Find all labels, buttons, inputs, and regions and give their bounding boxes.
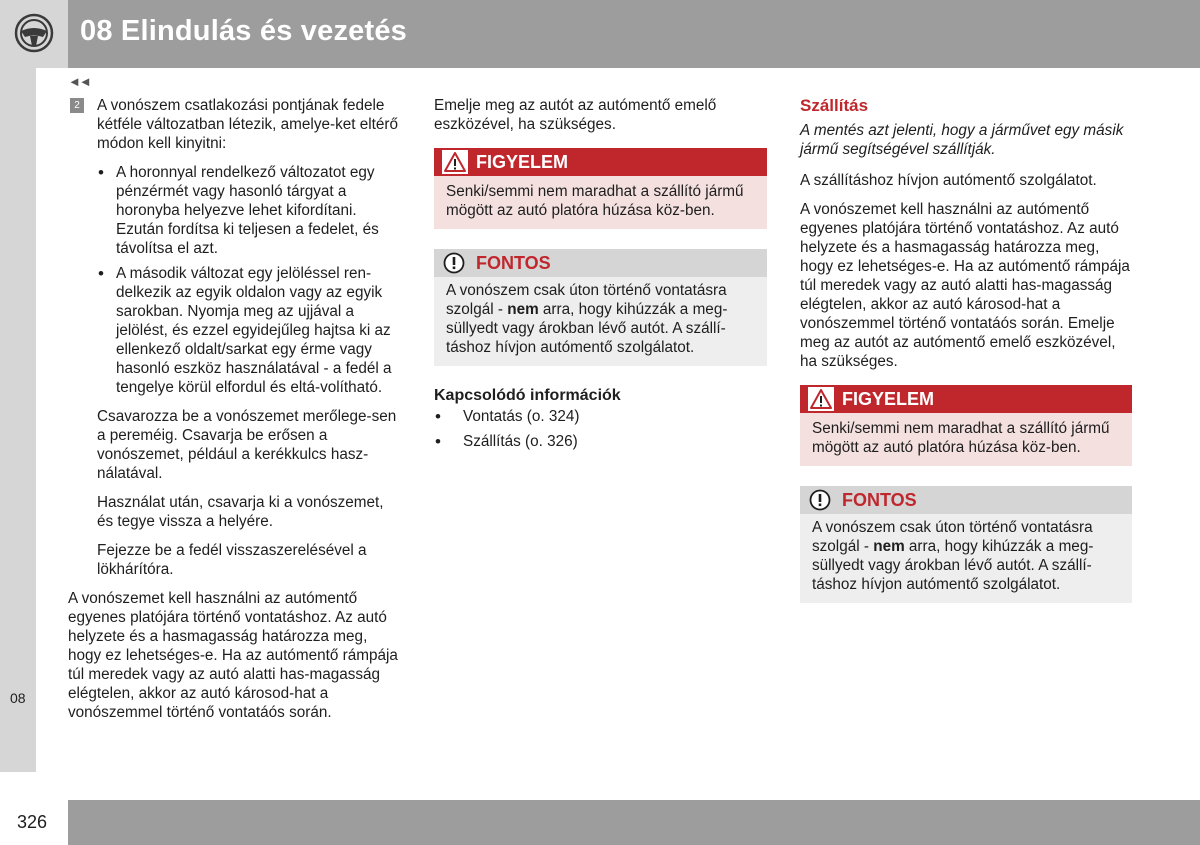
note-text-bold: nem (873, 538, 905, 555)
section-title: Szállítás (800, 96, 869, 115)
note-text-end: arra, hogy kihúzzák a meg-süllyedt vagy árokban lévő autót. A szállí-táshoz hívjon autómentő szolgálatot. (812, 538, 1094, 593)
step-number-badge: 2 (70, 98, 84, 113)
note-text-end: arra, hogy kihúzzák a meg-süllyedt vagy árokban lévő autót. A szállí-táshoz hívjon autómentő szolgálatot. (446, 301, 728, 356)
warning-triangle-icon (808, 387, 834, 411)
note-header (800, 486, 1132, 514)
bullet-list (68, 163, 403, 397)
page-number: 326 (17, 812, 48, 832)
warning-header (434, 148, 767, 176)
page-header (0, 0, 1200, 68)
page-footer (0, 800, 1200, 845)
paragraph: Használat után, csavarja ki a vonószemet, és tegye vissza a helyére. (97, 494, 384, 530)
bullet-item: • A horonnyal rendelkező változatot egy pénzérmét vagy hasonló tárgyat a horonyba helyezve lehet kifordítani. Ezután fordítsa ki teljesen a fedelet, és távolítsa el azt. (97, 163, 403, 258)
note-box (434, 249, 767, 366)
warning-title: FIGYELEM (842, 389, 935, 409)
warning-text: Senki/semmi nem maradhat a szállító jármű mögött az autó platóra húzása köz-ben. (434, 176, 767, 229)
chapter-title: 08 Elindulás és vezetés (80, 15, 407, 47)
step-text: A vonószem csatlakozási pontjának fedele kétféle változatban létezik, amelye-ket eltérő módon kell kinyitni: (97, 97, 398, 152)
note-header (434, 249, 767, 277)
note-text (800, 514, 1132, 603)
column-1 (68, 96, 403, 732)
paragraph: A vonószemet kell használni az autómentő egyenes platójára történő vontatáshoz. Az autó helyzete és a hasmagasság határozza meg, hogy ez lehetséges-e. Ha az autómentő rámpája túl meredek vagy az autó alatti has-magasság elégtelen, akkor az autó károsod-hat a vonószemmel történő vontatáós során. (68, 590, 398, 721)
warning-box (434, 148, 767, 229)
paragraph: A szállításhoz hívjon autómentő szolgálatot. (800, 172, 1097, 189)
step-item (68, 96, 403, 153)
warning-title: FIGYELEM (476, 152, 569, 172)
note-text (434, 277, 767, 366)
warning-box (800, 385, 1132, 466)
note-box (800, 486, 1132, 603)
note-title: FONTOS (842, 490, 917, 510)
paragraph: Emelje meg az autót az autómentő emelő eszközével, ha szükséges. (434, 97, 717, 133)
exclamation-circle-icon (809, 489, 831, 511)
related-info-title: Kapcsolódó információk (434, 387, 621, 404)
steering-wheel-icon (14, 13, 54, 53)
section-subtitle: A mentés azt jelenti, hogy a járművet egy másik jármű segítségével szállítják. (800, 122, 1124, 158)
related-link[interactable]: • Vontatás (o. 324) (434, 407, 767, 426)
paragraph: A vonószemet kell használni az autómentő egyenes platójára történő vontatáshoz. Az autó helyzete és a hasmagasság határozza meg, hogy ez lehetséges-e. Ha az autómentő rámpája túl meredek vagy az autó alatti has-magasság elégtelen, akkor az autó károsod-hat a vonószemmel történő vontatáós során. Emelje meg az autót az autómentő emelő eszközével, ha szükséges. (800, 201, 1130, 370)
note-text-start: A vonószem csak úton történő vontatásra szolgál - (446, 282, 727, 318)
warning-triangle-icon (442, 150, 468, 174)
back-nav-icon[interactable]: ◄◄ (68, 74, 90, 89)
note-text-bold: nem (507, 301, 539, 318)
bullet-item: • A második változat egy jelöléssel ren-delkezik az egyik oldalon vagy az egyik sarokban. Nyomja meg az ujjával a jelölést, és ezzel egyidejűleg hajtsa ki az ellenkező oldalt/sarkat egy érme vagy hasonló eszköz használatával - a fedél a tengelye körül elfordul és eltá-volítható. (97, 264, 403, 397)
related-info-list (434, 407, 767, 451)
exclamation-circle-icon (443, 252, 465, 274)
chapter-gutter (0, 68, 36, 772)
column-3 (800, 96, 1132, 623)
note-text-start: A vonószem csak úton történő vontatásra szolgál - (812, 519, 1093, 555)
chapter-gutter-number: 08 (10, 690, 26, 706)
warning-header (800, 385, 1132, 413)
note-title: FONTOS (476, 253, 551, 273)
column-2 (434, 96, 767, 457)
header-logo-tab (0, 0, 68, 68)
warning-text: Senki/semmi nem maradhat a szállító jármű mögött az autó platóra húzása köz-ben. (800, 413, 1132, 466)
paragraph: Csavarozza be a vonószemet merőlege-sen a pereméig. Csavarja be erősen a vonószemet, például a kerékkulcs hasz-nálatával. (97, 408, 397, 482)
related-link[interactable]: • Szállítás (o. 326) (434, 432, 767, 451)
paragraph: Fejezze be a fedél visszaszerelésével a lökhárítóra. (97, 542, 367, 578)
